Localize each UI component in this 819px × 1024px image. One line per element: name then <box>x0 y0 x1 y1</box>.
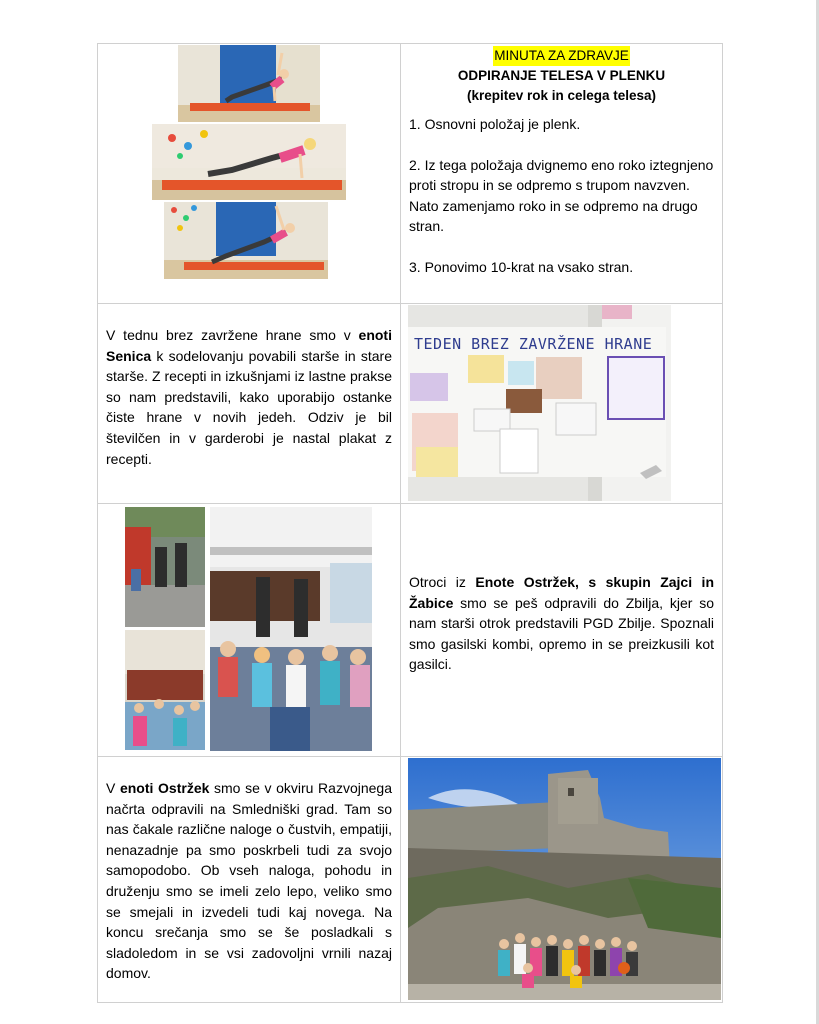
exercise-subtitle: (krepitev rok in celega telesa) <box>466 88 657 103</box>
firestation-group-photo <box>210 507 372 751</box>
firefighter-paragraph: Otroci iz Enote Ostržek, s skupin Zajci in Žabice smo se peš odpravili do Zbilja, kjer so nam starši otrok predstavili PGD Zbilje. Spoznali smo gasilski kombi, opremo in se preizkusili kot gasilci. <box>409 574 714 673</box>
castle-trip-paragraph: V enoti Ostržek smo se v okviru Razvojnega načrta odpravili na Smledniški grad. Tam so nas čakale različne naloge o čustvih, empatiji, nenazadnje pa smo poskrbeli tudi za svojo samopodobo. Ob vseh naloga, pohodu in druženju smo se imeli zelo lepo, veliko smo se smejali in izvedeli tudi kaj novega. Na koncu srečanja smo se še posladkali s sladoledom in se vsi zadovoljni vrnili nazaj domov. <box>106 780 392 982</box>
food-waste-paragraph: V tednu brez zavržene hrane smo v enoti Senica k sodelovanju povabili starše in stare starše. Z recepti in izkušnjami iz lastne prakse so nam predstavili, kako uporabijo ostanke čiste hrane v novih jedeh. Odziv je bil številčen in v garderobi je nastal plakat z recepti. <box>106 327 392 467</box>
firefighter-photos-cell <box>98 504 401 757</box>
poster-photo-cell <box>401 304 723 504</box>
children-small-photo <box>125 630 205 750</box>
plank-photo-2 <box>152 124 346 200</box>
fire-truck-photo <box>125 507 205 627</box>
exercise-photos-cell <box>98 44 401 304</box>
castle-photo-cell <box>401 757 723 1003</box>
firefighter-text-cell <box>401 504 723 757</box>
unit-ostrzek: enoti Ostržek <box>119 780 210 796</box>
unit-senica: enoti Senica <box>106 327 392 364</box>
step-2: 2. Iz tega položaja dvignemo eno roko iztegnjeno proti stropu in se odpremo s trupom navzven. Nato zamenjamo roko in se odpremo na drugo stran. <box>409 156 714 234</box>
step-1: 1. Osnovni položaj je plenk. <box>409 116 581 132</box>
plank-photo-3 <box>164 202 328 279</box>
castle-group-photo <box>408 758 721 1000</box>
highlight-title: MINUTA ZA ZDRAVJE <box>493 46 630 66</box>
exercise-title: ODPIRANJE TELESA V PLENKU <box>457 68 666 83</box>
plank-photo-1 <box>178 45 320 122</box>
recipe-poster-photo <box>408 305 671 501</box>
unit-ostrzek-groups: Enote Ostržek, s skupin Zajci in Žabice <box>409 574 714 611</box>
food-waste-text-cell <box>98 304 401 504</box>
content-table <box>97 43 723 1003</box>
poster-heading: TEDEN BREZ ZAVRŽENE HRANE <box>414 335 653 353</box>
exercise-text-cell <box>401 44 723 304</box>
castle-trip-text-cell <box>98 757 401 1003</box>
step-3: 3. Ponovimo 10-krat na vsako stran. <box>409 258 634 275</box>
